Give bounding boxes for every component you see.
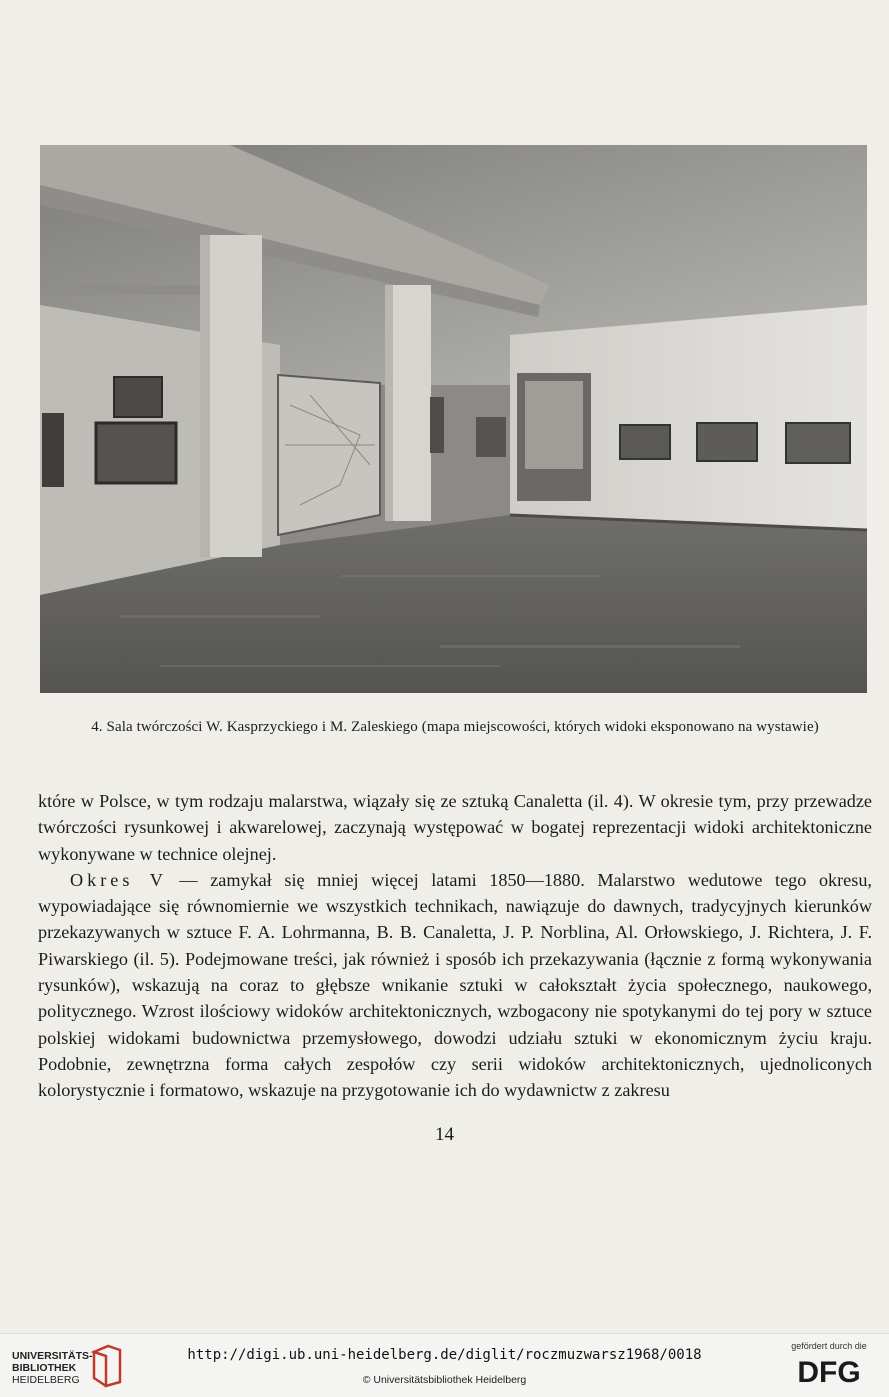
body-text: [38, 788, 872, 1104]
dfg-logo[interactable]: [781, 1354, 877, 1388]
exhibition-hall-photo: [40, 145, 867, 693]
funding-note: gefördert durch die: [791, 1341, 867, 1351]
page-number: 14: [435, 1124, 454, 1145]
paragraph-1: które w Polsce, w tym rodzaju malarstwa, wiązały się ze sztuką Canaletta (il. 4). W okresie tym, przy przewadze twórczości rysunkowej i akwarelowej, zaczynają występować w bogatej reprezentacji widoki architektoniczne wykonywane w technice olejnej.: [38, 791, 872, 864]
period-heading: Okres V: [70, 869, 167, 890]
permalink-url[interactable]: http://digi.ub.uni-heidelberg.de/diglit/roczmuzwarsz1968/0018: [187, 1347, 702, 1363]
logo-line-3: HEIDELBERG: [12, 1374, 80, 1386]
footer-bar: [0, 1333, 889, 1397]
copyright-notice: © Universitätsbibliothek Heidelberg: [362, 1374, 527, 1386]
figure-caption: 4. Sala twórczości W. Kasprzyckiego i M. Zaleskiego (mapa miejscowości, których widoki eksponowano na wystawie): [91, 719, 819, 735]
logo-line-2: BIBLIOTHEK: [12, 1362, 77, 1374]
dfg-logo-text: DFG: [797, 1356, 861, 1388]
paragraph-2-text: — zamykał się mniej więcej latami 1850—1880. Malarstwo wedutowe tego okresu, wypowiadające się równomiernie we wszystkich technikach, nawiązuje do dawnych, tradycyjnych kierunków przekazywanych w sztuce F. A. Lohrmanna, B. B. Canaletta, J. P. Norblina, Al. Orłowskiego, J. Richtera, J. F. Piwarskiego (il. 5). Podejmowane treści, jak również i sposób ich przekazywania (łącznie z formą wykonywania rysunków), wskazują na coraz to głębsze wnikanie sztuki w całokształt życia społecznego, naukowego, politycznego. Wzrost ilościowy widoków architektonicznych, wzbogacony nie spotykanymi do tej pory w sztuce polskiej widokami budownictwa przemysłowego, dowodzi udziału sztuki w ekonomicznym życiu kraju. Podobnie, zewnętrzna forma całych zespołów czy serii widoków architektonicznych, ujednoliconych kolorystycznie i formatowo, wskazuje na przygotowanie ich do wydawnictw z zakresu: [38, 869, 872, 1101]
paragraph-2: [38, 867, 872, 1104]
logo-line-1: UNIVERSITÄTS-: [12, 1350, 93, 1362]
photo-illustration: [40, 145, 867, 693]
